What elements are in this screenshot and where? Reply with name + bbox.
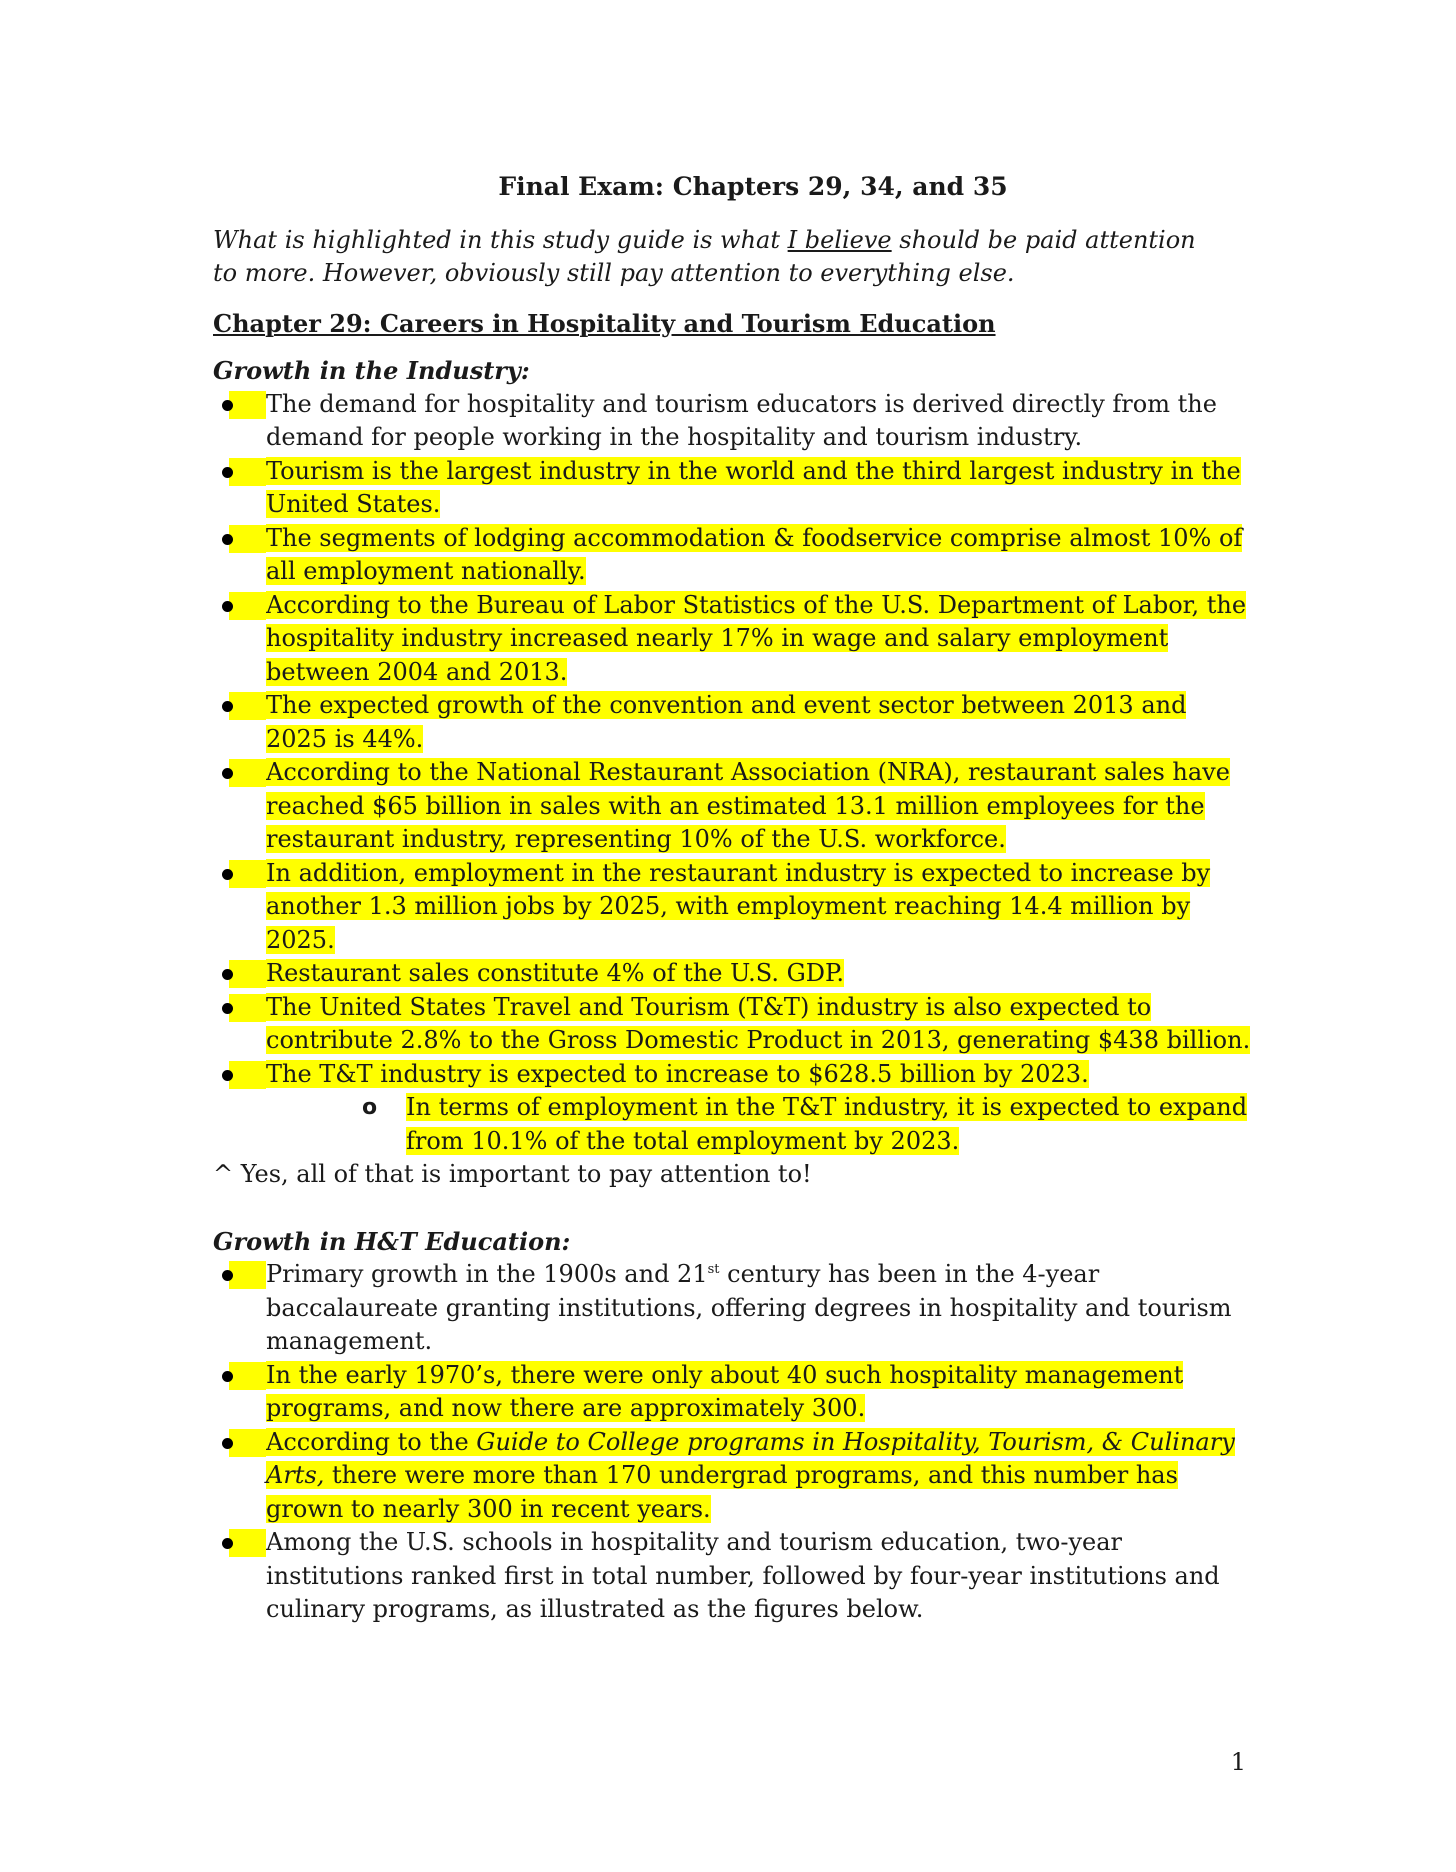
chapter-heading: Chapter 29: Careers in Hospitality and Tourism Education: [213, 308, 996, 338]
list-item-text-part: century has been in the 4-year baccalaureate granting institutions, offering degrees in hospitality and tourism management.: [266, 1260, 1232, 1355]
bullet-icon: [213, 1261, 266, 1289]
intro-paragraph: [213, 224, 1213, 291]
page-title: Final Exam: Chapters 29, 34, and 35: [498, 172, 1008, 201]
list-item-text: The demand for hospitality and tourism educators is derived directly from the demand for people working in the hospitality and tourism industry.: [266, 389, 1217, 451]
industry-sub-list: [266, 1091, 1253, 1158]
list-item: [213, 1058, 1253, 1159]
list-item-text-part: Primary growth in the 1900s and 21: [266, 1260, 708, 1288]
bullet-icon: [213, 592, 266, 620]
list-item: [213, 388, 1253, 455]
list-item: [213, 1526, 1253, 1627]
list-item-text: The expected growth of the convention and event sector between 2013 and 2025 is 44%.: [266, 691, 1187, 753]
importance-note: ^ Yes, all of that is important to pay attention to!: [213, 1160, 812, 1188]
list-item: [213, 991, 1253, 1058]
industry-bullet-list: [213, 388, 1253, 1159]
bullet-icon: [213, 391, 266, 419]
superscript: st: [707, 1262, 720, 1277]
list-item-text: The T&T industry is expected to increase to $628.5 billion by 2023.: [266, 1059, 1089, 1088]
list-item: [213, 455, 1253, 522]
page-number: 1: [1230, 1748, 1246, 1776]
list-item-text-part: According to the: [266, 1427, 477, 1456]
bullet-icon: [213, 1061, 266, 1089]
bullet-icon: [213, 692, 266, 720]
intro-text-before: What is highlighted in this study guide is what: [213, 225, 788, 254]
list-item: [213, 857, 1253, 958]
list-item-text-part: there were more than 170 undergrad programs, and this number has grown to nearly 300 in recent years.: [266, 1461, 1178, 1523]
bullet-icon: [213, 458, 266, 486]
list-item: [213, 756, 1253, 857]
bullet-icon: [213, 525, 266, 553]
intro-text-after: should be paid attention to more. However, obviously still pay attention to everything else.: [213, 225, 1196, 287]
bullet-icon: [213, 1529, 266, 1557]
list-item: [213, 1258, 1253, 1359]
list-item: [213, 689, 1253, 756]
list-item-text: [266, 1428, 1235, 1523]
bullet-icon: [213, 1429, 266, 1457]
list-item: [213, 1359, 1253, 1426]
list-item: [213, 522, 1253, 589]
list-item: [213, 1426, 1253, 1527]
bullet-icon: [213, 994, 266, 1022]
bullet-icon: [213, 860, 266, 888]
guide-title: Guide to College programs in Hospitality, Tourism, & Culinary Arts,: [266, 1427, 1235, 1489]
list-item-text: In the early 1970’s, there were only about 40 such hospitality management programs, and now there are approximately 300.: [266, 1360, 1184, 1422]
section-heading-industry: Growth in the Industry:: [213, 356, 530, 385]
intro-underlined: I believe: [787, 225, 892, 254]
list-item-text: In addition, employment in the restaurant industry is expected to increase by another 1.3 million jobs by 2025, with employment reaching 14.4 million by 2025.: [266, 858, 1211, 954]
section-heading-education: Growth in H&T Education:: [213, 1226, 571, 1256]
list-item-text: The United States Travel and Tourism (T&T) industry is also expected to contribute 2.8% to the Gross Domestic Product in 2013, generating $438 billion.: [266, 992, 1251, 1054]
sub-bullet-icon: o: [362, 1095, 378, 1120]
sub-list-item: [266, 1091, 1253, 1158]
list-item: [213, 957, 1253, 991]
document-page: [213, 170, 1253, 1627]
list-item-text: [266, 1260, 1232, 1355]
list-item-text: According to the Bureau of Labor Statistics of the U.S. Department of Labor, the hospitality industry increased nearly 17% in wage and salary employment between 2004 and 2013.: [266, 590, 1247, 686]
list-item-text: The segments of lodging accommodation & foodservice comprise almost 10% of all employment nationally.: [266, 523, 1243, 585]
bullet-icon: [213, 1362, 266, 1390]
list-item-text: Restaurant sales constitute 4% of the U.S. GDP.: [266, 959, 844, 987]
education-bullet-list: [213, 1258, 1253, 1627]
list-item-text: Among the U.S. schools in hospitality and tourism education, two-year institutions ranked first in total number, followed by four-year institutions and culinary programs, as illustrated as the figures below.: [266, 1528, 1220, 1623]
list-item-text: Tourism is the largest industry in the world and the third largest industry in the United States.: [266, 456, 1241, 518]
list-item: [213, 589, 1253, 690]
bullet-icon: [213, 960, 266, 988]
sub-list-item-text: In terms of employment in the T&T industry, it is expected to expand from 10.1% of the total employment by 2023.: [406, 1093, 1248, 1155]
list-item-text: According to the National Restaurant Association (NRA), restaurant sales have reached $65 billion in sales with an estimated 13.1 million employees for the restaurant industry, representing 10% of the U.S. workforce.: [266, 758, 1230, 853]
bullet-icon: [213, 759, 266, 787]
